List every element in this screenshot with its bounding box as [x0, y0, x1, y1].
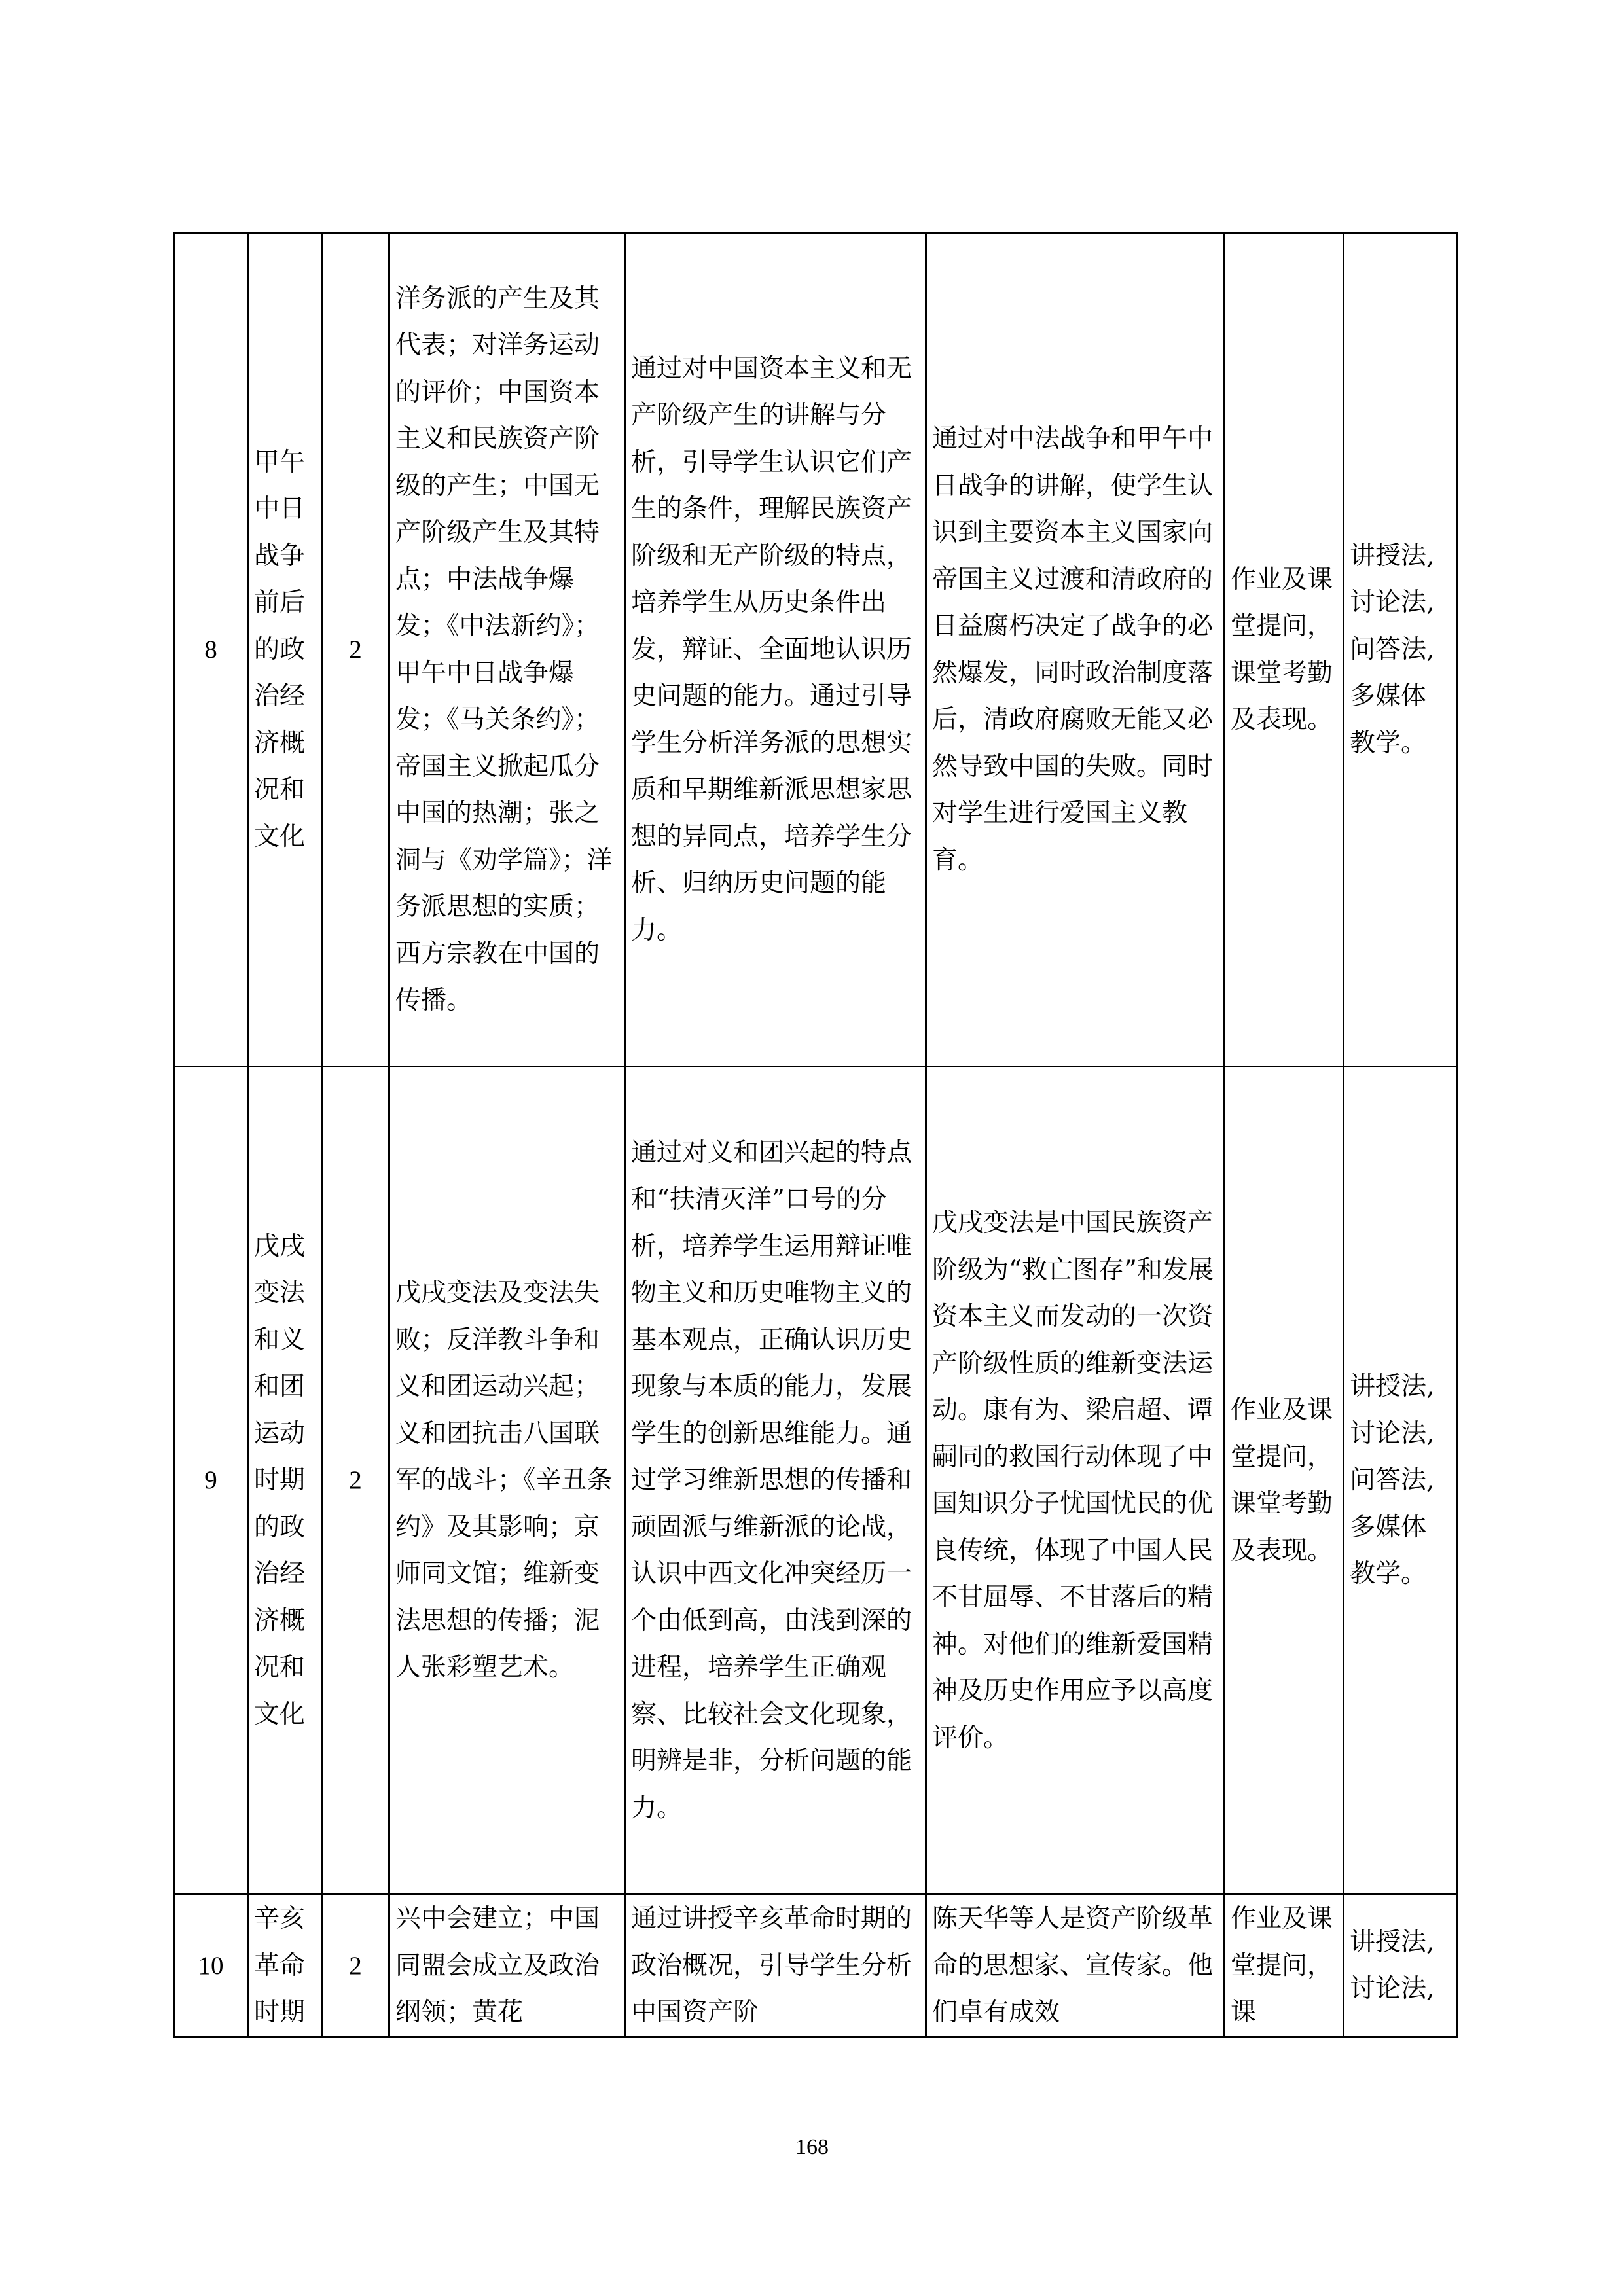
teaching-content: 兴中会建立；中国同盟会成立及政治纲领；黄花: [389, 1895, 625, 2037]
chapter-title: 戊戌变法和义和团运动时期的政治经济概况和文化: [248, 1067, 322, 1895]
ideology-goal: 陈天华等人是资产阶级革命的思想家、宣传家。他们卓有成效: [926, 1895, 1225, 2037]
ability-goal: 通过对义和团兴起的特点和“扶清灭洋”口号的分析，培养学生运用辩证唯物主义和历史唯物主义的基本观点，正确认识历史现象与本质的能力，发展学生的创新思维能力。通过学习维新思想的传播和顽固派与维新派的论战，认识中西文化冲突经历一个由低到高，由浅到深的进程，培养学生正确观察、比较社会文化现象，明辨是非，分析问题的能力。: [625, 1067, 926, 1895]
ideology-goal: 戊戌变法是中国民族资产阶级为“救亡图存”和发展资本主义而发动的一次资产阶级性质的维新变法运动。康有为、梁启超、谭嗣同的救国行动体现了中国知识分子忧国忧民的优良传统，体现了中国人民不甘屈辱、不甘落后的精神。对他们的维新爱国精神及历史作用应予以高度评价。: [926, 1067, 1225, 1895]
class-hours: 2: [322, 1895, 389, 2037]
ability-goal: 通过讲授辛亥革命时期的政治概况，引导学生分析中国资产阶: [625, 1895, 926, 2037]
syllabus-table: [173, 232, 1458, 2038]
assessment-method: 作业及课堂提问，课堂考勤及表现。: [1225, 233, 1344, 1067]
teaching-method: 讲授法,讨论法,: [1344, 1895, 1457, 2037]
chapter-number: 10: [174, 1895, 248, 2037]
teaching-content: 戊戌变法及变法失败；反洋教斗争和义和团运动兴起；义和团抗击八国联军的战斗；《辛丑条约》及其影响；京师同文馆；维新变法思想的传播；泥人张彩塑艺术。: [389, 1067, 625, 1895]
assessment-method: 作业及课堂提问，课堂考勤及表现。: [1225, 1067, 1344, 1895]
assessment-method: 作业及课堂提问，课: [1225, 1895, 1344, 2037]
page-number: 168: [795, 2135, 829, 2159]
chapter-number: 8: [174, 233, 248, 1067]
class-hours: 2: [322, 233, 389, 1067]
teaching-content: 洋务派的产生及其代表；对洋务运动的评价；中国资本主义和民族资产阶级的产生；中国无产阶级产生及其特点；中法战争爆发；《中法新约》；甲午中日战争爆发；《马关条约》；帝国主义掀起瓜分中国的热潮；张之洞与《劝学篇》；洋务派思想的实质；西方宗教在中国的传播。: [389, 233, 625, 1067]
chapter-number: 9: [174, 1067, 248, 1895]
table-row: [174, 233, 1457, 1067]
teaching-method: 讲授法,讨论法,问答法,多媒体教学。: [1344, 1067, 1457, 1895]
class-hours: 2: [322, 1067, 389, 1895]
chapter-title: 辛亥革命时期: [248, 1895, 322, 2037]
teaching-method: 讲授法,讨论法,问答法,多媒体教学。: [1344, 233, 1457, 1067]
ability-goal: 通过对中国资本主义和无产阶级产生的讲解与分析，引导学生认识它们产生的条件，理解民族资产阶级和无产阶级的特点，培养学生从历史条件出发，辩证、全面地认识历史问题的能力。通过引导学生分析洋务派的思想实质和早期维新派思想家思想的异同点，培养学生分析、归纳历史问题的能力。: [625, 233, 926, 1067]
chapter-title: 甲午中日战争前后的政治经济概况和文化: [248, 233, 322, 1067]
ideology-goal: 通过对中法战争和甲午中日战争的讲解，使学生认识到主要资本主义国家向帝国主义过渡和清政府的日益腐朽决定了战争的必然爆发，同时政治制度落后，清政府腐败无能又必然导致中国的失败。同时对学生进行爱国主义教育。: [926, 233, 1225, 1067]
table-row: [174, 1895, 1457, 2037]
table-row: [174, 1067, 1457, 1895]
